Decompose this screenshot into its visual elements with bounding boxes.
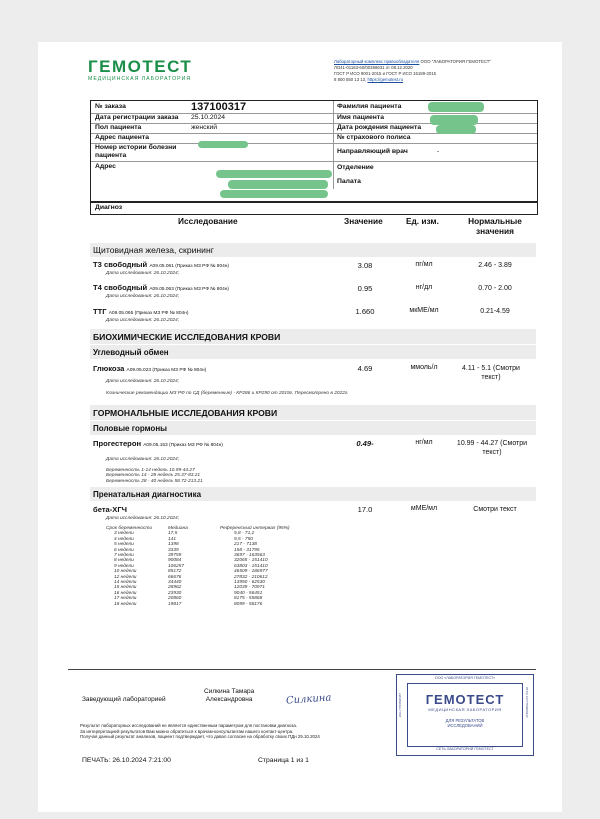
glucose-norm: 4.11 - 5.1 (Смотри текст) [462,365,520,381]
hcg-reference-row: 5 недели 1398 217 - 7138 [114,542,257,548]
hcg-reference-table: Срок беременности Медиана Референсный интервал (95%) 3 недели 17,5 5,8 - 71,2 4 недели 141 9,5 - 750 5 недели 1398 217 - 7138 6 недели 3339 158 - 31795 7 недели 39759 3697 - 163563 8 недели 90084 32065 - 151410 9 недели 106257 63803 - 151410 10 недели 85172 46509 - 186977 12 недели 66676 27832 - 210612 14 недели 34440 13950 - 62530 15 недели 28962 12039 - 70971 16 недели 23930 9040 - 56451 17 недели 20860 8175 - 55868 18 недели 19817 8099 - 58176 [106,526,290,607]
print-date: ПЕЧАТЬ: 26.10.2024 7:21:00 [82,757,171,764]
hcg-reference-row: 6 недели 3339 158 - 31795 [114,547,260,553]
section-hormonal: ГОРМОНАЛЬНЫЕ ИССЛЕДОВАНИЯ КРОВИ [93,408,278,418]
patient-sex: женский [191,124,218,131]
order-number: 137100317 [191,101,247,113]
header-value: Значение [344,216,383,226]
progesterone-value: 0.49- [356,439,374,448]
header-unit: Ед. изм. [406,216,439,226]
progesterone-unit: нг/мл [415,439,433,446]
column-divider [333,101,334,189]
ttg-norm: 0.21-4.59 [480,308,510,315]
hcg-reference-row: 9 недели 106257 63803 - 151410 [114,563,268,569]
hcg-reference-row: 8 недели 90084 32065 - 151410 [114,558,268,564]
t4-unit: нг/дл [415,284,433,291]
t3-value: 3.08 [357,261,373,270]
hcg-reference-row: 18 недели 19817 8099 - 58176 [114,601,263,607]
redaction-mark [198,141,248,148]
hcg-value: 17.0 [357,505,373,514]
redaction-mark [430,115,478,125]
patient-row: Адрес пациента № страхового полиса [91,133,537,144]
section-thyroid: Щитовидная железа, скрининг [93,245,214,255]
ttg-unit: мкМЕ/мл [409,307,439,314]
patient-row: Дата регистрации заказа 25.10.2024 Имя пациента [91,113,537,124]
progesterone-pregnancy-ranges: Беременность 1-14 недель 10.99-44.27 Беременность 14 - 28 недель 25.37-83.21 Беременность 28 - 40 недель 58.72-213.21 [106,468,203,484]
test-progesterone: Прогестерон А09.05.153 (Приказ МЗ РФ № 804н) [93,439,223,448]
t3-unit: пг/мл [415,261,433,268]
signature: Силкина [285,692,332,707]
hcg-reference-row: 15 недели 28962 12039 - 70971 [114,585,265,591]
header-norm: Нормальные значения [468,216,522,236]
hcg-reference-row: 10 недели 85172 46509 - 186977 [114,569,268,575]
hcg-reference-row: 16 недели 23930 9040 - 56451 [114,590,263,596]
glucose-note: Клинические рекомендации МЗ РФ по СД (беременные) - КР286 и КР290 от 2019г. Пересмотрено в 2022г. [106,391,349,396]
reg-date: 25.10.2024 [191,114,226,121]
disclaimer: Результат лабораторных исследований не является единственным параметром для постановки диагноза. За интерпретацией результатов Вам можно обратиться к врачам-консультантам нашего контакт-центра. Получая данный результат анализов, пациент подтверждает, что давал согласие на обработку своих ПДн 25.10.2024 [80,723,320,740]
logo-title: ГЕМОТЕСТ [88,57,193,76]
glucose-unit: ммоль/л [410,364,438,371]
diagnosis-row: Диагноз [90,202,538,215]
hcg-reference-row: 14 недели 34440 13950 - 62530 [114,580,265,586]
lab-info-block: Лабораторный комплекс правообладателя ООО "ЛАБОРАТОРИЯ ГЕМОТЕСТ" ЛО41-01163-60/00368631 от 08.12.2020 ГОСТ Р ИСО 9001-2015 и ГОСТ Р ИСО 15189-2015 8 800 550 13 13, https://gemotest.ru [334,59,491,82]
hcg-reference-row: 7 недели 39759 3697 - 163563 [114,553,265,559]
section-prenatal: Пренатальная диагностика [93,490,202,499]
logo-subtitle: МЕДИЦИНСКАЯ ЛАБОРАТОРИЯ [88,76,192,82]
page-number: Страница 1 из 1 [258,757,309,764]
patient-row: Пол пациента женский Дата рождения пациента [91,123,537,134]
license-link[interactable]: Лабораторный комплекс правообладателя [334,59,420,64]
redaction-mark [428,102,484,112]
hcg-reference-row: 3 недели 17,5 5,8 - 71,2 [114,531,255,537]
stamp-inner: ГЕМОТЕСТ МЕДИЦИНСКАЯ ЛАБОРАТОРИЯ ДЛЯ РЕЗУЛЬТАТОВ ИССЛЕДОВАНИЙ [407,683,523,747]
section-carb: Углеводный обмен [93,348,169,357]
hcg-reference-row: 17 недели 20860 8175 - 55868 [114,596,263,602]
test-glucose: Глюкоза А09.05.023 (Приказ МЗ РФ № 804н) [93,364,207,373]
hcg-unit: мМЕ/мл [410,505,438,512]
redaction-mark [216,170,332,178]
footer-divider [68,669,536,670]
glucose-value: 4.69 [357,364,373,373]
patient-row: № заказа 137100317 Фамилия пациента [91,101,537,114]
hcg-reference-row: 12 недели 66676 27832 - 210612 [114,574,268,580]
patient-row: Номер истории болезни пациента Направляющий врач - [91,143,537,162]
head-label: Заведующий лабораторией [82,696,166,703]
test-t3: Т3 свободный А09.05.061 (Приказ МЗ РФ № 804н) [93,260,230,269]
lab-logo [88,58,192,82]
patient-row: Адрес Отделение Палата [95,163,374,185]
website-link[interactable]: https://gemotest.ru [367,77,404,82]
redaction-mark [220,190,328,198]
redaction-mark [228,180,328,189]
test-ttg: ТТГ А09.05.065 (Приказ МЗ РФ № 804н) [93,307,189,316]
progesterone-norm: 10.99 - 44.27 (Смотри текст) [456,440,528,456]
t3-norm: 2.46 - 3.89 [478,262,512,269]
section-sex-hormones: Половые гормоны [93,424,167,433]
t4-value: 0.95 [357,284,373,293]
lab-report-sheet: ГЕМОТЕСТ МЕДИЦИНСКАЯ ЛАБОРАТОРИЯ Лабораторный комплекс правообладателя ООО "ЛАБОРАТОРИЯ ГЕМОТЕСТ" ЛО41-01163-60/00368631 от 08.12.2020 ГОСТ Р ИСО 9001-2015 и ГОСТ Р ИСО 15189-2015 8 800 550 13 13, https://gemotest.ru № заказа 137100317 Фамилия пациента Дата регистрации заказа 25.10.2024 Имя пациента Пол пациента женский Дата рождения пациента Адрес пациента № страхового полиса Номер истории болезни пациента Направляющий врач - Адрес Отделение Палата Диагноз Исследование Значение Ед. изм. Нормальные значения Щитовидная железа, скрининг Т3 свободный А09.05.061 (Приказ МЗ РФ № 804н) Дата исследования: 26.10.2024; 3.08 пг/мл 2.46 - 3.89 Т4 свободный А09.05.063 (Приказ МЗ РФ № 804н) Дата исследования: 26.10.2024; 0.95 нг/дл 0.70 - 2.00 ТТГ А09.05.065 (Приказ МЗ РФ № 804н) Дата исследования: 26.10.2024; 1.660 мкМЕ/мл 0.21-4.59 БИОХИМИЧЕСКИЕ ИССЛЕДОВАНИЯ КРОВИ Углеводный обмен Глюкоза А09.05.023 (Приказ МЗ РФ № 804н) Дата исследования: 26.10.2024; Клинические рекомендации МЗ РФ по СД (беременные) - КР286 и КР290 от 2019г. Пересмотрено в 2022г. 4.69 ммоль/л 4.11 - 5.1 (Смотри текст) ГОРМОНАЛЬНЫЕ ИССЛЕДОВАНИЯ КРОВИ Половые гормоны Прогестерон А09.05.153 (Приказ МЗ РФ № 804н) 0.49- нг/мл 10.99 - 44.27 (Смотри текст) Дата исследования: 26.10.2024; Беременность 1-14 недель 10.99-44.27 Беременность 14 - 28 недель 25.37-83.21 Беременность 28 - 40 недель 58.72-213.21 Пренатальная диагностика бета-ХГЧ Дата исследования: 26.10.2024; 17.0 мМЕ/мл Смотри текст Срок беременности Медиана Референсный интервал (95%) 3 недели 17,5 5,8 - 71,2 4 недели 141 9,5 - 750 5 недели 1398 217 - 7138 6 недели 3339 158 - 31795 7 недели 39759 3697 - 163563 8 недели 90084 32065 - 151410 9 недели 106257 63803 - 151410 10 недели 85172 46509 - 186977 12 недели 66676 27832 - 210612 14 недели 34440 13950 - 62530 15 недели 28962 12039 - 70971 16 недели 23930 9040 - 56451 17 недели 20860 8175 - 55868 18 недели 19817 8099 - 58176 Заведующий лабораторией Силкина Тамара Александровна Силкина Результат лабораторных исследований не является единственным параметром для постановки диагноза. За интерпретацией результатов Вам можно обратиться к врачам-консультантам нашего контакт-центра. Получая данный результат анализов, пациент подтверждает, что давал согласие на обработку своих ПДн 25.10.2024 ПЕЧАТЬ: 26.10.2024 7:21:00 Страница 1 из 1 ООО «ЛАБОРАТОРИЯ ГЕМОТЕСТ» ИНН 7706598487 ОГРН 1077759000442 ГЕМОТЕСТ МЕДИЦИНСКАЯ ЛАБОРАТОРИЯ ДЛЯ РЕЗУЛЬТАТОВ ИССЛЕДОВАНИЙ СЕТЬ ЛАБОРАТОРИЙ ГЕМОТЕСТ [38,42,562,812]
section-biochem: БИОХИМИЧЕСКИЕ ИССЛЕДОВАНИЯ КРОВИ [93,332,281,342]
t4-norm: 0.70 - 2.00 [478,285,512,292]
test-hcg: бета-ХГЧ [93,505,127,514]
ttg-value: 1.660 [355,307,375,316]
head-name: Силкина Тамара Александровна [204,688,255,703]
hcg-norm: Смотри текст [473,506,517,513]
test-t4: Т4 свободный А09.05.063 (Приказ МЗ РФ № 804н) [93,283,230,292]
lab-stamp: ООО «ЛАБОРАТОРИЯ ГЕМОТЕСТ» ИНН 7706598487 ОГРН 1077759000442 ГЕМОТЕСТ МЕДИЦИНСКАЯ ЛАБОРАТОРИЯ ДЛЯ РЕЗУЛЬТАТОВ ИССЛЕДОВАНИЙ СЕТЬ ЛАБОРАТОРИЙ ГЕМОТЕСТ [396,674,534,756]
hcg-reference-row: 4 недели 141 9,5 - 750 [114,536,253,542]
header-study: Исследование [178,216,238,226]
redaction-mark [436,125,476,134]
